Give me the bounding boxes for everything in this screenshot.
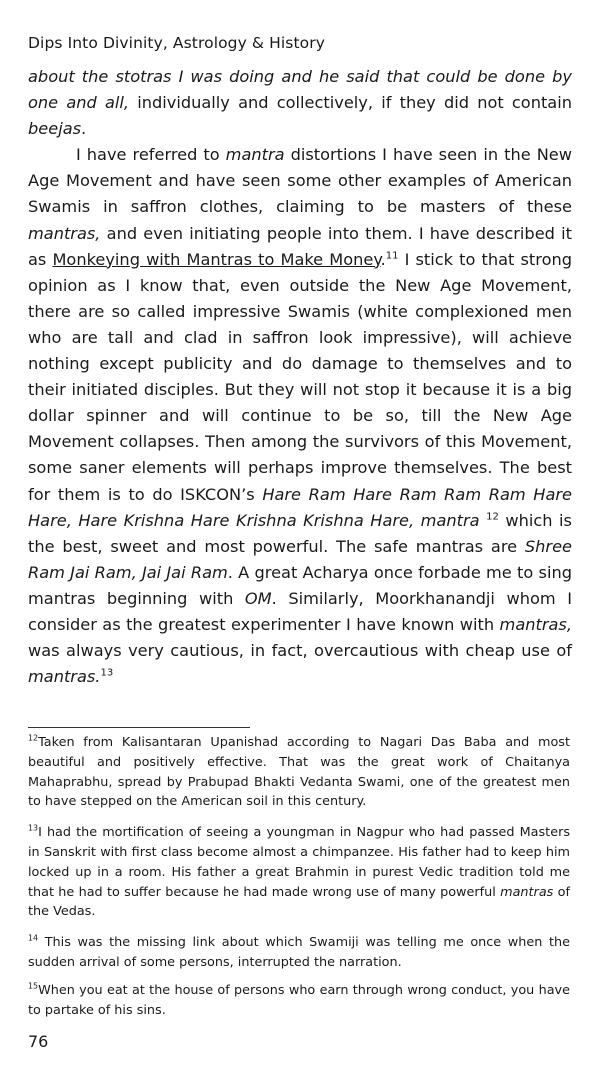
page-number: 76 [28,1032,49,1051]
footnote-15: $^{15}$When you eat at the house of persons who earn through wrong conduct, you have to partake of his sins. [28,981,570,1018]
underlined-title: Monkeying with Mantras to Make Money [52,249,381,269]
footnote-14: $^{14}$ This was the missing link about which Swamiji was telling me once when the sudden arrival of some persons, interrupted the narration. [28,933,570,970]
footnote-13: $^{13}$I had the mortification of seeing a youngman in Nagpur who had passed Masters in Sanskrit with first class become almost a chimpanzee. His father had to keep him locked up in a room. His father a great Brahmin in purest Vedic tradition told me that he had to suffer because he had made wrong use of many powerful mantras of the Vedas. [28,823,570,920]
footnote-ref-12: 12 [486,511,499,523]
footnote-ref-13: 13 [100,667,114,679]
footnotes [28,733,570,1031]
main-text [28,64,572,690]
footnote-divider [28,727,250,728]
footnote-12: $^{12}$Taken from Kalisantaran Upanishad according to Nagari Das Baba and most beautiful and positively effective. That was the great work of Chaitanya Mahaprabhu, spread by Prabupad Bhakti Vedanta Swami, one of the greatest men to have stepped on the American soil in this century. [28,733,570,810]
footnote-ref-11: 11 [385,250,399,262]
paragraph-1: about the stotras I was doing and he said that could be done by one and all, individually and collectively, if they did not contain beejas. [28,67,572,139]
paragraph-2: I have referred to mantra distortions I have seen in the New Age Movement and have seen some other examples of American Swamis in saffron clothes, claiming to be masters of these mantras, and even initiating people into them. I have described it as Monkeying with Mantras to Make Money.$^{11}$ I stick to that strong opinion as I know that, even outside the New Age Movement, there are so called impressive Swamis (white complexioned men who are tall and clad in saffron look impressive), will achieve nothing except publicity and do damage to themselves and to their initiated disciples. But they will not stop it because it is a big dollar spinner and will continue to be so, till the New Age Movement collapses. Then among the survivors of this Movement, some saner elements will perhaps improve themselves. The best for them is to do ISKCON’s Hare Ram Hare Ram Ram Ram Hare Hare, Hare Krishna Hare Krishna Krishna Hare, mantra $^{12}$ which is the best, sweet and most powerful. The safe mantras are Shree Ram Jai Ram, Jai Jai Ram. A great Acharya once forbade me to sing mantras beginning with OM. Similarly, Moorkhanandji whom I consider as the greatest experimenter I have known with mantras, was always very cautious, in fact, overcautious with cheap use of mantras.$^{13}$ [28,145,573,687]
running-head: Dips Into Divinity, Astrology & History [28,34,325,52]
